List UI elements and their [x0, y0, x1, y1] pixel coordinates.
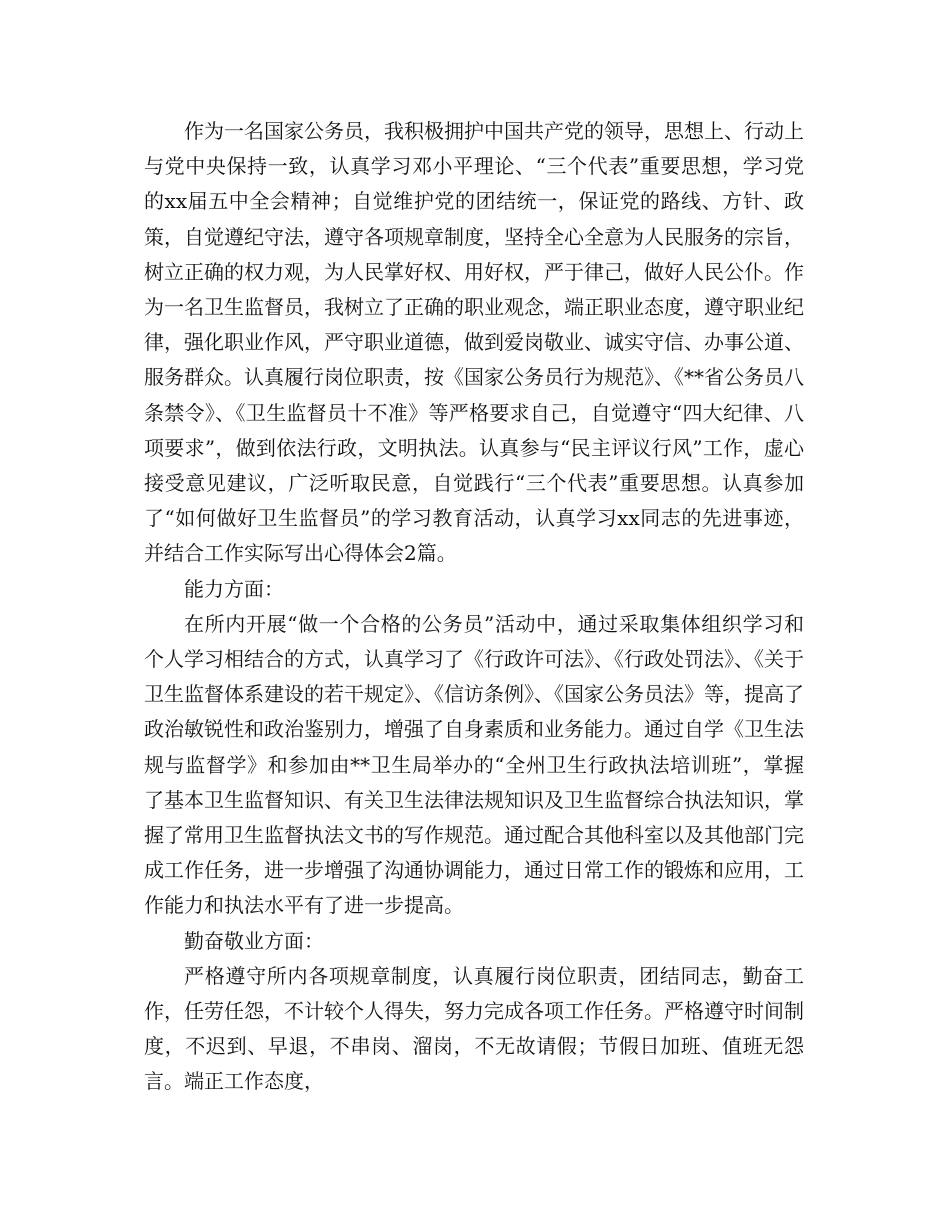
section-heading-diligence: 勤奋敬业方面： — [184, 928, 324, 953]
document-body — [144, 114, 804, 1100]
paragraph-diligence: 严格遵守所内各项规章制度，认真履行岗位职责，团结同志，勤奋工作，任劳任怨，不计较个人得失，努力完成各项工作任务。严格遵守时间制度，不迟到、早退，不串岗、溜岗，不无故请假；节假日加班、值班无怨言。端正工作态度， — [144, 963, 804, 1094]
paragraph-political-stance: 作为一名国家公务员，我积极拥护中国共产党的领导，思想上、行动上与党中央保持一致，认真学习邓小平理论、“三个代表”重要思想，学习党的xx届五中全会精神；自觉维护党的团结统一，保证党的路线、方针、政策，自觉遵纪守法，遵守各项规章制度，坚持全心全意为人民服务的宗旨，树立正确的权力观，为人民掌好权、用好权，严于律己，做好人民公仆。作为一名卫生监督员，我树立了正确的职业观念，端正职业态度，遵守职业纪律，强化职业作风，严守职业道德，做到爱岗敬业、诚实守信、办事公道、服务群众。认真履行岗位职责，按《国家公务员行为规范》、《**省公务员八条禁令》、《卫生监督员十不准》等严格要求自己，自觉遵守“四大纪律、八项要求”，做到依法行政，文明执法。认真参与“民主评议行风”工作，虚心接受意见建议，广泛听取民意，自觉践行“三个代表”重要思想。认真参加了“如何做好卫生监督员”的学习教育活动，认真学习xx同志的先进事迹，并结合工作实际写出心得体会2篇。 — [144, 119, 804, 566]
paragraph-ability: 在所内开展“做一个合格的公务员”活动中，通过采取集体组织学习和个人学习相结合的方式，认真学习了《行政许可法》、《行政处罚法》、《关于卫生监督体系建设的若干规定》、《信访条例》、《国家公务员法》等，提高了政治敏锐性和政治鉴别力，增强了自身素质和业务能力。通过自学《卫生法规与监督学》和参加由**卫生局举办的“全州卫生行政执法培训班”，掌握了基本卫生监督知识、有关卫生法律法规知识及卫生监督综合执法知识，掌握了常用卫生监督执法文书的写作规范。通过配合其他科室以及其他部门完成工作任务，进一步增强了沟通协调能力，通过日常工作的锻炼和应用，工作能力和执法水平有了进一步提高。 — [144, 611, 804, 918]
section-heading-ability: 能力方面： — [184, 576, 284, 601]
